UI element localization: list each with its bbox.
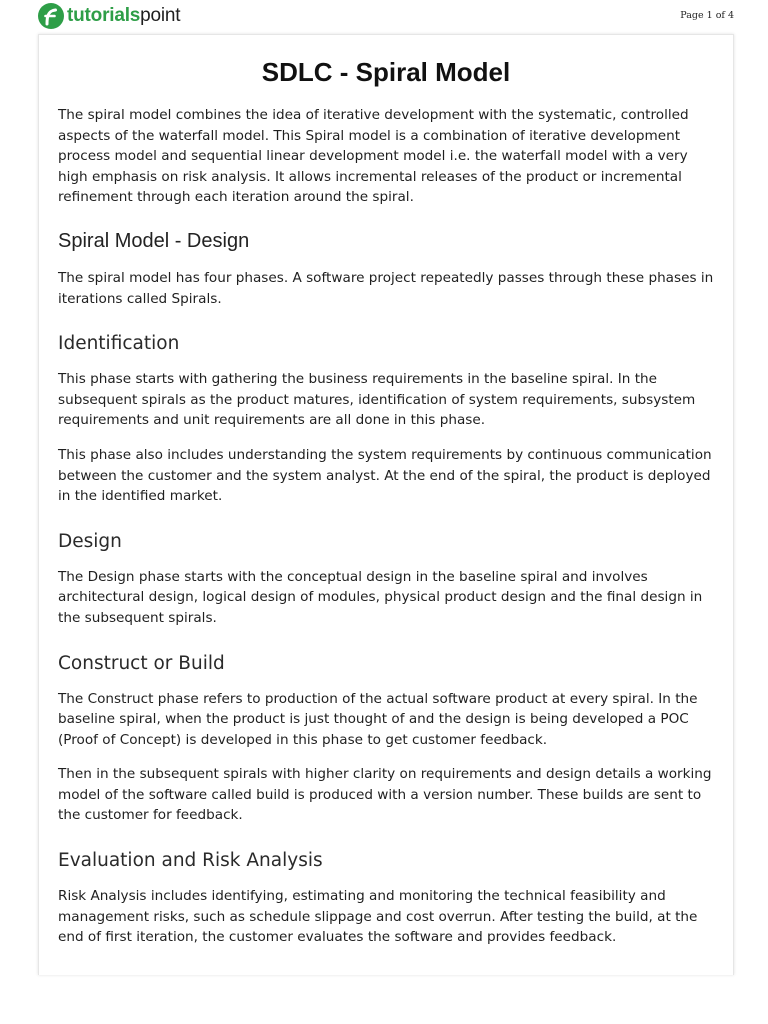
phase-heading-design: Design xyxy=(58,530,122,552)
tutorialspoint-logo[interactable] xyxy=(38,2,180,30)
intro-paragraph: The spiral model combines the idea of iterative development with the systematic, controlled aspects of the waterfall model. This Spiral model is a combination of iterative development process model and sequential linear development model i.e. the waterfall model with a very high emphasis on risk analysis. It allows incremental releases of the product or incremental refinement through each iteration around the spiral. xyxy=(58,107,689,206)
document-content xyxy=(39,89,733,948)
logo-wordmark-part2: point xyxy=(140,5,181,26)
logo-wordmark-part1: tutorials xyxy=(67,5,141,26)
identification-paragraph-1: This phase starts with gathering the business requirements in the baseline spiral. In the subsequent spirals as the product matures, identification of system requirements, subsystem requirements and unit requirements are all done in this phase. xyxy=(58,371,696,429)
construct-paragraph-1: The Construct phase refers to production of the actual software product at every spiral. In the baseline spiral, when the product is just thought of and the design is being developed a POC (Proof of Concept) is developed in this phase to get customer feedback. xyxy=(58,690,698,748)
evaluation-paragraph-1: Risk Analysis includes identifying, estimating and monitoring the technical feasibility and management risks, such as schedule slippage and cost overrun. After testing the build, at the end of first iteration, the customer evaluates the software and provides feedback. xyxy=(58,888,698,946)
page-header xyxy=(0,0,768,34)
logo-wordmark xyxy=(67,2,180,30)
construct-paragraph-2: Then in the subsequent spirals with higher clarity on requirements and design details a working model of the software called build is produced with a version number. These builds are sent to the customer for feedback. xyxy=(58,766,712,824)
section-heading-design: Spiral Model - Design xyxy=(58,229,250,252)
document-page xyxy=(38,34,734,975)
design-intro-paragraph: The spiral model has four phases. A software project repeatedly passes through these phases in iterations called Spirals. xyxy=(58,269,714,307)
page-indicator: Page 1 of 4 xyxy=(680,10,734,21)
tutorialspoint-logo-icon xyxy=(38,3,64,29)
identification-paragraph-2: This phase also includes understanding the system requirements by continuous communication between the customer and the system analyst. At the end of the spiral, the product is deployed in the identified market. xyxy=(58,446,712,505)
document-title: SDLC - Spiral Model xyxy=(261,57,511,87)
phase-heading-identification: Identification xyxy=(58,333,180,355)
phase-heading-evaluation: Evaluation and Risk Analysis xyxy=(58,850,323,872)
design-paragraph-1: The Design phase starts with the conceptual design in the baseline spiral and involves architectural design, logical design of modules, physical product design and the final design in the subsequent spirals. xyxy=(58,568,703,626)
phase-heading-construct: Construct or Build xyxy=(58,652,225,674)
